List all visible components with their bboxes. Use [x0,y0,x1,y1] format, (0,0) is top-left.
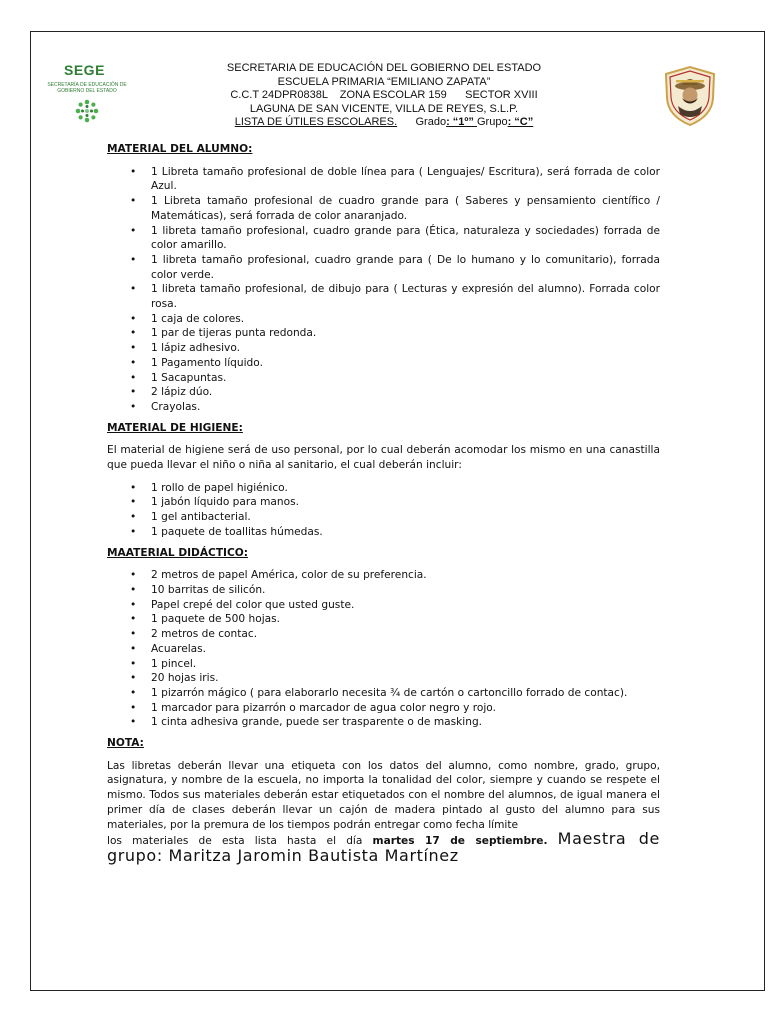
list-item: • 2 metros de papel América, color de su preferencia. [151,568,660,583]
alumno-list [107,165,660,415]
sege-logo-subtitle: SECRETARÍA DE EDUCACIÓN DE GOBIERNO DEL ESTADO [47,82,127,94]
list-item: • 1 marcador para pizarrón o marcador de agua color negro y rojo. [151,701,660,716]
list-item: • 1 Libreta tamaño profesional de doble línea para ( Lenguajes/ Escritura), será forrada de color Azul. [151,165,660,194]
list-item: • 1 lápiz adhesivo. [151,341,660,356]
list-item: • 2 lápiz dúo. [151,385,660,400]
header-text-block [161,62,607,130]
list-item: • 10 barritas de silicón. [151,583,660,598]
list-item: • 1 Libreta tamaño profesional de cuadro grande para ( Saberes y pensamiento científico / Matemáticas), será forrada de color anaranjado. [151,194,660,223]
list-item: • Papel crepé del color que usted guste. [151,598,660,613]
list-item: • 1 pizarrón mágico ( para elaborarlo necesita ¾ de cartón o cartoncillo forrado de contac). [151,686,660,701]
list-title: LISTA DE ÚTILES ESCOLARES. [234,116,398,128]
list-item: • 1 pincel. [151,657,660,672]
sege-logo-text: SEGE [64,62,105,78]
list-item: • 1 libreta tamaño profesional, cuadro grande para (Ética, naturaleza y sociedades) forrada de color amarillo. [151,224,660,253]
header-line-4: LAGUNA DE SAN VICENTE, VILLA DE REYES, S.L.P. [249,102,519,115]
list-item: • 1 libreta tamaño profesional, de dibujo para ( Lecturas y expresión del alumno). Forrada color rosa. [151,282,660,311]
list-item: • 2 metros de contac. [151,627,660,642]
deadline-date: martes 17 de septiembre. [372,835,548,848]
section-title-didactico: MAATERIAL DIDÁCTICO: [107,546,249,559]
nota-body: Las libretas deberán llevar una etiqueta con los datos del alumno, como nombre, grado, grupo, asignatura, y nombre de la escuela, no importa la tonalidad del color, siempre y cuando se respete el mismo. Todos sus materiales deberán estar etiquetados con el nombre del alumnos, de igual manera el primer día de clases deberán llevar un cajón de madera pintado al gusto del alumno para sus materiales, por la premura de los tiempos podrán entregar como fecha límite [107,759,660,831]
list-item: • 20 hojas iris. [151,671,660,686]
list-item: • 1 Pagamento líquido. [151,356,660,371]
header-line-5 [161,116,607,130]
higiene-list [107,481,660,540]
list-item: • 1 caja de colores. [151,312,660,327]
section-title-alumno: MATERIAL DEL ALUMNO: [107,143,253,155]
header-line-1: SECRETARIA DE EDUCACIÓN DEL GOBIERNO DEL ESTADO [226,62,542,74]
school-emblem-icon [658,64,722,128]
list-item: • Acuarelas. [151,642,660,657]
nota-deadline-prefix: los materiales de esta lista hasta el día [107,835,373,848]
header-line-2: ESCUELA PRIMARIA “EMILIANO ZAPATA” [277,75,491,88]
header-line-3: C.C.T 24DPR0838L ZONA ESCOLAR 159 SECTOR XVIII [230,89,538,101]
list-item: • 1 par de tijeras punta redonda. [151,326,660,341]
grupo-value: : “C” [507,116,534,128]
grupo-label: Grupo [477,116,508,128]
grado-label: Grado [415,116,447,128]
document-header [46,62,722,132]
higiene-intro: El material de higiene será de uso personal, por lo cual deberán acomodar los mismo en una canastilla que pueda llevar el niño o niña al sanitario, el cual deberán incluir: [107,444,660,472]
section-title-higiene: MATERIAL DE HIGIENE: [107,421,243,434]
didactico-list [107,568,660,730]
teacher-name: grupo: Maritza Jaromin Bautista Martínez [107,845,459,865]
flower-icon [74,98,100,124]
section-title-nota: NOTA: [107,737,144,750]
list-item: • Crayolas. [151,400,660,415]
list-item: • 1 Sacapuntas. [151,371,660,386]
list-item: • 1 paquete de 500 hojas. [151,612,660,627]
list-item: • 1 paquete de toallitas húmedas. [151,525,660,540]
list-item: • 1 cinta adhesiva grande, puede ser trasparente o de masking. [151,715,660,730]
list-item: • 1 rollo de papel higiénico. [151,481,660,496]
grado-value: : “1º” [446,116,477,128]
list-item: • 1 gel antibacterial. [151,510,660,525]
list-item: • 1 libreta tamaño profesional, cuadro grande para ( De lo humano y lo comunitario), forrada color verde. [151,253,660,282]
list-item: • 1 jabón líquido para manos. [151,495,660,510]
teacher-label: Maestra de [557,829,661,849]
sege-logo [46,62,128,126]
document-body [107,142,660,864]
